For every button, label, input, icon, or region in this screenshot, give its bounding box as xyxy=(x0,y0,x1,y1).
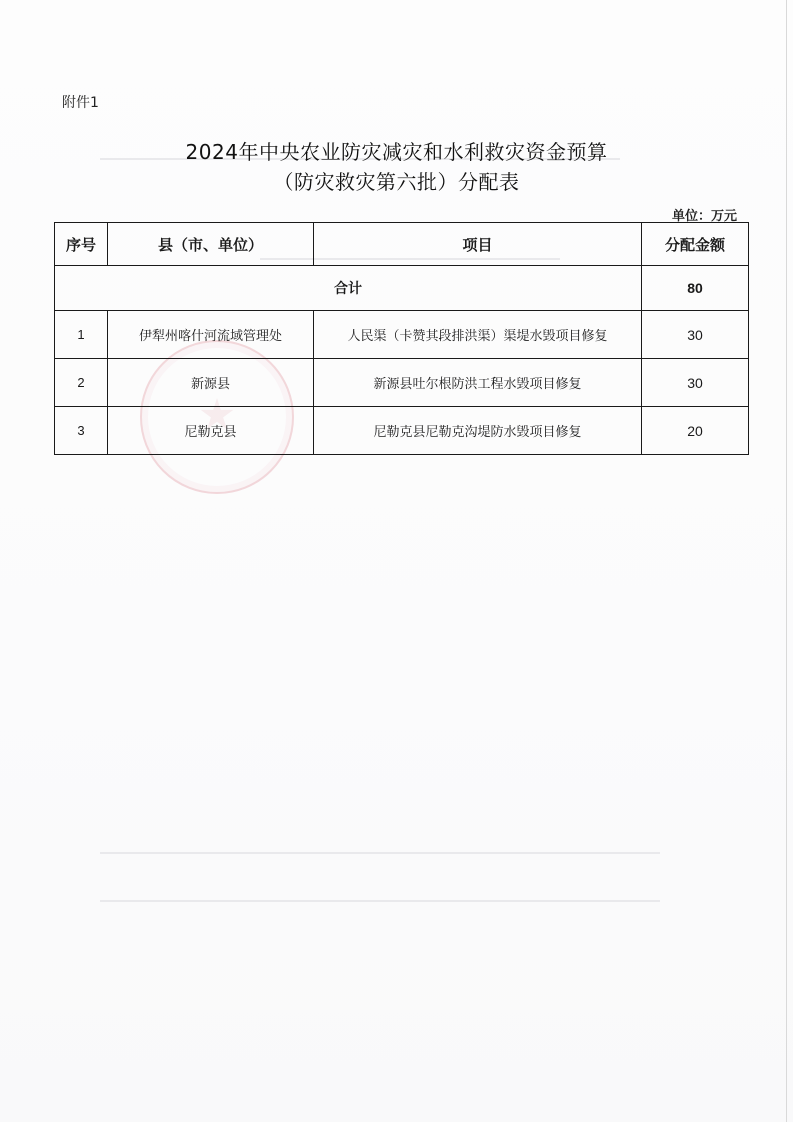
header-county: 县（市、单位） xyxy=(108,223,314,266)
row-seq: 3 xyxy=(55,407,108,455)
row-county: 伊犁州喀什河流域管理处 xyxy=(108,311,314,359)
table-header-row xyxy=(55,223,749,266)
total-amount: 80 xyxy=(642,266,749,311)
document-title-line1: 2024年中央农业防灾减灾和水利救灾资金预算 xyxy=(185,140,608,164)
row-project: 新源县吐尔根防洪工程水毁项目修复 xyxy=(314,359,642,407)
total-row xyxy=(55,266,749,311)
row-amount: 30 xyxy=(642,311,749,359)
unit-label: 单位：万元 xyxy=(671,209,737,224)
row-project: 人民渠（卡赞其段排洪渠）渠堤水毁项目修复 xyxy=(314,311,642,359)
row-project: 尼勒克县尼勒克沟堤防水毁项目修复 xyxy=(314,407,642,455)
row-county: 尼勒克县 xyxy=(108,407,314,455)
table-row xyxy=(55,311,749,359)
table-row xyxy=(55,407,749,455)
row-amount: 20 xyxy=(642,407,749,455)
row-county: 新源县 xyxy=(108,359,314,407)
document-title-line2: （防灾救灾第六批）分配表 xyxy=(273,170,520,194)
row-seq: 1 xyxy=(55,311,108,359)
header-seq: 序号 xyxy=(55,223,108,266)
total-label: 合计 xyxy=(55,266,642,311)
attachment-label: 附件1 xyxy=(62,95,99,111)
row-seq: 2 xyxy=(55,359,108,407)
row-amount: 30 xyxy=(642,359,749,407)
table-row xyxy=(55,359,749,407)
allocation-table xyxy=(54,222,749,455)
header-project: 项目 xyxy=(314,223,642,266)
header-amount: 分配金额 xyxy=(642,223,749,266)
